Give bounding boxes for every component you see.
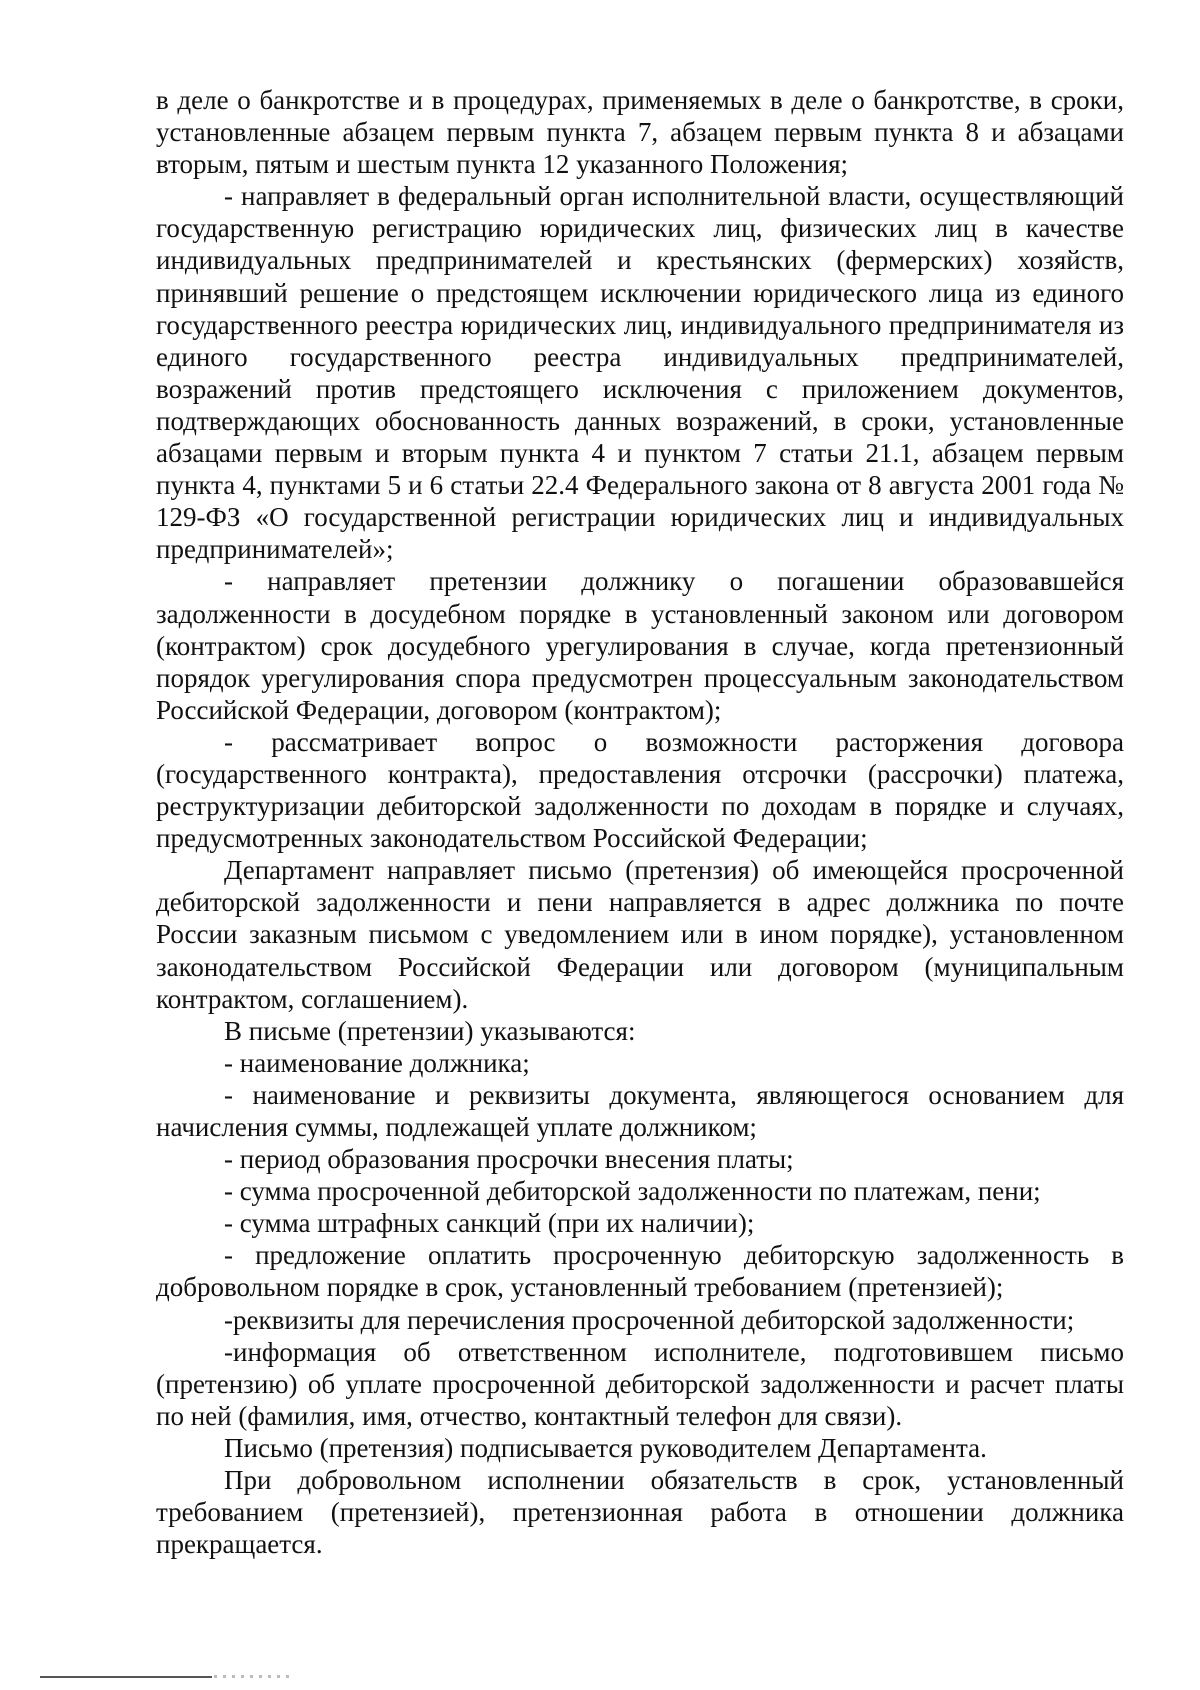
paragraph-bankruptcy-continuation: в деле о банкротстве и в процедурах, применяемых в деле о банкротстве, в сроки, установленные абзацем первым пункта 7, абзацем первым пункта 8 и абзацами вторым, пятым и шестым пункта 12 указанного Положения; bbox=[156, 85, 1124, 180]
document-body bbox=[156, 84, 1124, 1560]
list-item-delay-period: - период образования просрочки внесения платы; bbox=[224, 1144, 794, 1175]
paragraph-objections-bullet: - направляет в федеральный орган исполнительной власти, осуществляющий государственную регистрацию юридических лиц, физических лиц в качестве индивидуальных предпринимателей и крестьянских (фермерских) хозяйств, принявший решение о предстоящем исключении юридического лица из единого государственного реестра юридических лиц, индивидуального предпринимателя из единого государственного реестра индивидуальных предпринимателей, возражений против предстоящего исключения с приложением документов, подтверждающих обоснованность данных возражений, в сроки, установленные абзацами первым и вторым пункта 4 и пунктом 7 статьи 21.1, абзацем первым пункта 4, пунктами 5 и 6 статьи 22.4 Федерального закона от 8 августа 2001 года № 129-ФЗ «О государственной регистрации юридических лиц и индивидуальных предпринимателей»; bbox=[156, 181, 1124, 565]
paragraph-department-letter: Департамент направляет письмо (претензия) об имеющейся просроченной дебиторской задолженности и пени направляется в адрес должника по почте России заказным письмом с уведомлением или в ином порядке), установленном законодательством Российской Федерации или договором (муниципальным контрактом, соглашением). bbox=[156, 855, 1124, 1014]
paragraph-claims-bullet: - направляет претензии должнику о погашении образовавшейся задолженности в досудебном порядке в установленный законом или договором (контрактом) срок досудебного урегулирования в случае, когда претензионный порядок урегулирования спора предусмотрен процессуальным законодательством Российской Федерации, договором (контрактом); bbox=[156, 566, 1124, 725]
list-item-payment-offer: - предложение оплатить просроченную дебиторскую задолженность в добровольном порядке в срок, установленный требованием (претензией); bbox=[156, 1240, 1124, 1303]
list-item-overdue-amount: - сумма просроченной дебиторской задолженности по платежам, пени; bbox=[224, 1176, 1041, 1207]
list-item-penalties: - сумма штрафных санкций (при их наличии); bbox=[224, 1208, 755, 1239]
list-item-payment-details: -реквизиты для перечисления просроченной дебиторской задолженности; bbox=[224, 1304, 1075, 1335]
list-item-responsible-person: -информация об ответственном исполнителе, подготовившем письмо (претензию) об уплате просроченной дебиторской задолженности и расчет платы по ней (фамилия, имя, отчество, контактный телефон для связи). bbox=[156, 1336, 1124, 1431]
footer-scan-marks bbox=[214, 1675, 294, 1678]
paragraph-voluntary-fulfillment: При добровольном исполнении обязательств в срок, установленный требованием (претензией), претензионная работа в отношении должника прекращается. bbox=[156, 1465, 1124, 1560]
list-item-document-details: - наименование и реквизиты документа, являющегося основанием для начисления суммы, подлежащей уплате должником; bbox=[156, 1079, 1124, 1142]
list-item-debtor-name: - наименование должника; bbox=[224, 1047, 530, 1078]
footer-rule bbox=[40, 1676, 212, 1678]
paragraph-letter-signature: Письмо (претензия) подписывается руководителем Департамента. bbox=[224, 1432, 987, 1463]
paragraph-contract-termination-bullet: - рассматривает вопрос о возможности расторжения договора (государственного контракта), предоставления отсрочки (рассрочки) платежа, реструктуризации дебиторской задолженности по доходам в порядке и случаях, предусмотренных законодательством Российской Федерации; bbox=[156, 726, 1124, 854]
paragraph-letter-contents-heading: В письме (претензии) указываются: bbox=[224, 1015, 636, 1046]
